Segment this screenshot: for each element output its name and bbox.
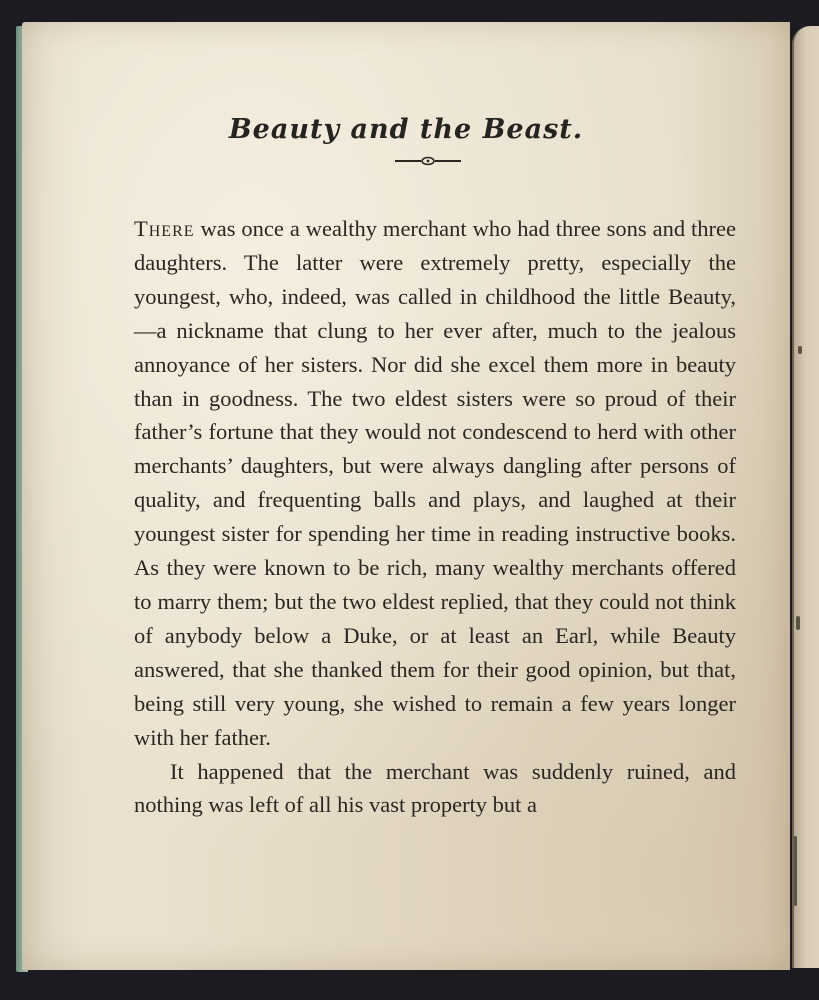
title-ornament-icon bbox=[395, 156, 461, 166]
page-edge-mark bbox=[796, 616, 800, 630]
page-edge-mark bbox=[798, 346, 802, 354]
page-title: Beauty and the Beast. bbox=[228, 114, 584, 145]
body-text bbox=[134, 212, 736, 822]
facing-page-edge bbox=[792, 26, 819, 968]
paragraph-1-text: was once a wealthy merchant who had three sons and three daughters. The latter were extremely pretty, especially the youngest, who, indeed, was called in childhood the little Beauty,—a nickname that clung to her ever after, much to the jealous annoyance of her sisters. Nor did she excel them more in beauty than in goodness. The two eldest sisters were so proud of their father’s fortune that they would not condescend to herd with other merchants’ daughters, but were always dangling after persons of quality, and frequenting balls and plays, and laughed at their youngest sister for spending her time in reading instructive books. As they were known to be rich, many wealthy merchants offered to marry them; but the two eldest replied, that they could not think of anybody below a Duke, or at least an Earl, while Beauty answered, that she thanked them for their good opinion, but that, being still very young, she wished to remain a few years longer with her father. bbox=[134, 216, 736, 750]
book-page bbox=[22, 22, 790, 970]
drop-word: There bbox=[134, 216, 195, 241]
paragraph-1 bbox=[134, 212, 736, 755]
page-edge-mark bbox=[794, 836, 797, 906]
paragraph-2: It happened that the merchant was suddenly ruined, and nothing was left of all his vast property but a bbox=[134, 758, 736, 818]
